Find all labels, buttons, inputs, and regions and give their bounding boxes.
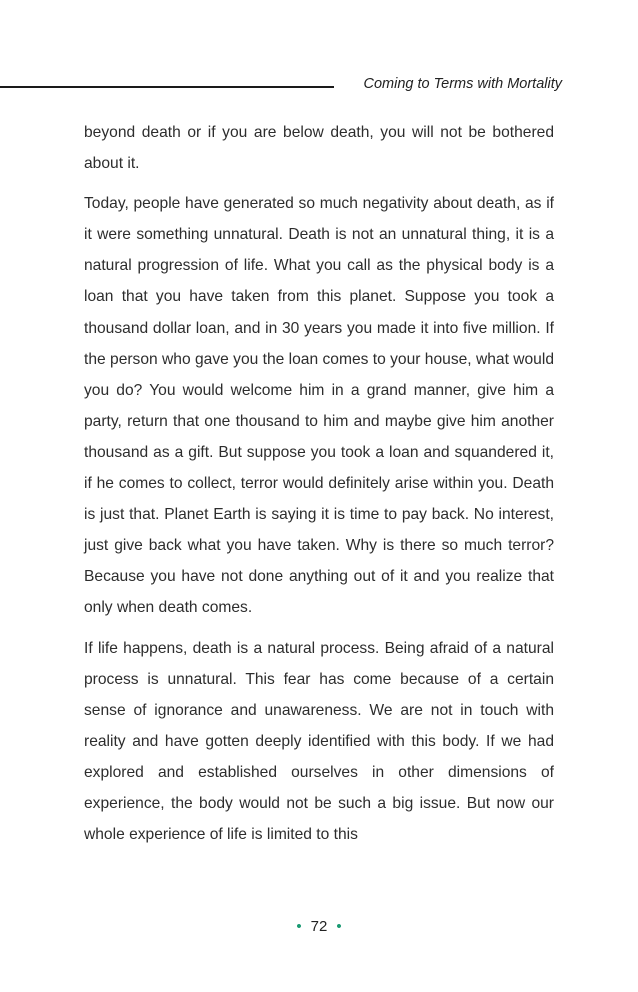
paragraph-3: If life happens, death is a natural process. Being afraid of a natural process is unnatural. This fear has come because of a certain sense of ignorance and unawareness. We are not in touch with reality and have gotten deeply identified with this body. If we had explored and established ourselves in other dimensions of experience, the body would not be such a big issue. But now our whole experience of life is limited to this — [84, 639, 554, 844]
paragraph-1: beyond death or if you are below death, you will not be bothered about it. — [84, 124, 554, 173]
running-head-title: Coming to Terms with Mortality — [363, 76, 562, 92]
page-number: 72 — [310, 918, 328, 935]
header-rule — [0, 86, 334, 88]
folio-bullet-right-icon: • — [336, 918, 342, 935]
body-text — [84, 117, 554, 859]
paragraph-2: Today, people have generated so much negativity about death, as if it were something unnatural. Death is not an unnatural thing, it is a natural progression of life. What you call as the physical body is a loan that you have taken from this planet. Suppose you took a thousand dollar loan, and in 30 years you made it into five million. If the person who gave you the loan comes to your house, what would you do? You would welcome him in a grand manner, give him a party, return that one thousand to him and maybe give him another thousand as a gift. But suppose you took a loan and squandered it, if he comes to collect, terror would definitely arise within you. Death is just that. Planet Earth is saying it is time to pay back. No interest, just give back what you have taken. Why is there so much terror? Because you have not done anything out of it and you realize that only when death comes. — [84, 195, 554, 617]
folio-bullet-left-icon: • — [296, 918, 302, 935]
page-folio — [0, 918, 638, 935]
